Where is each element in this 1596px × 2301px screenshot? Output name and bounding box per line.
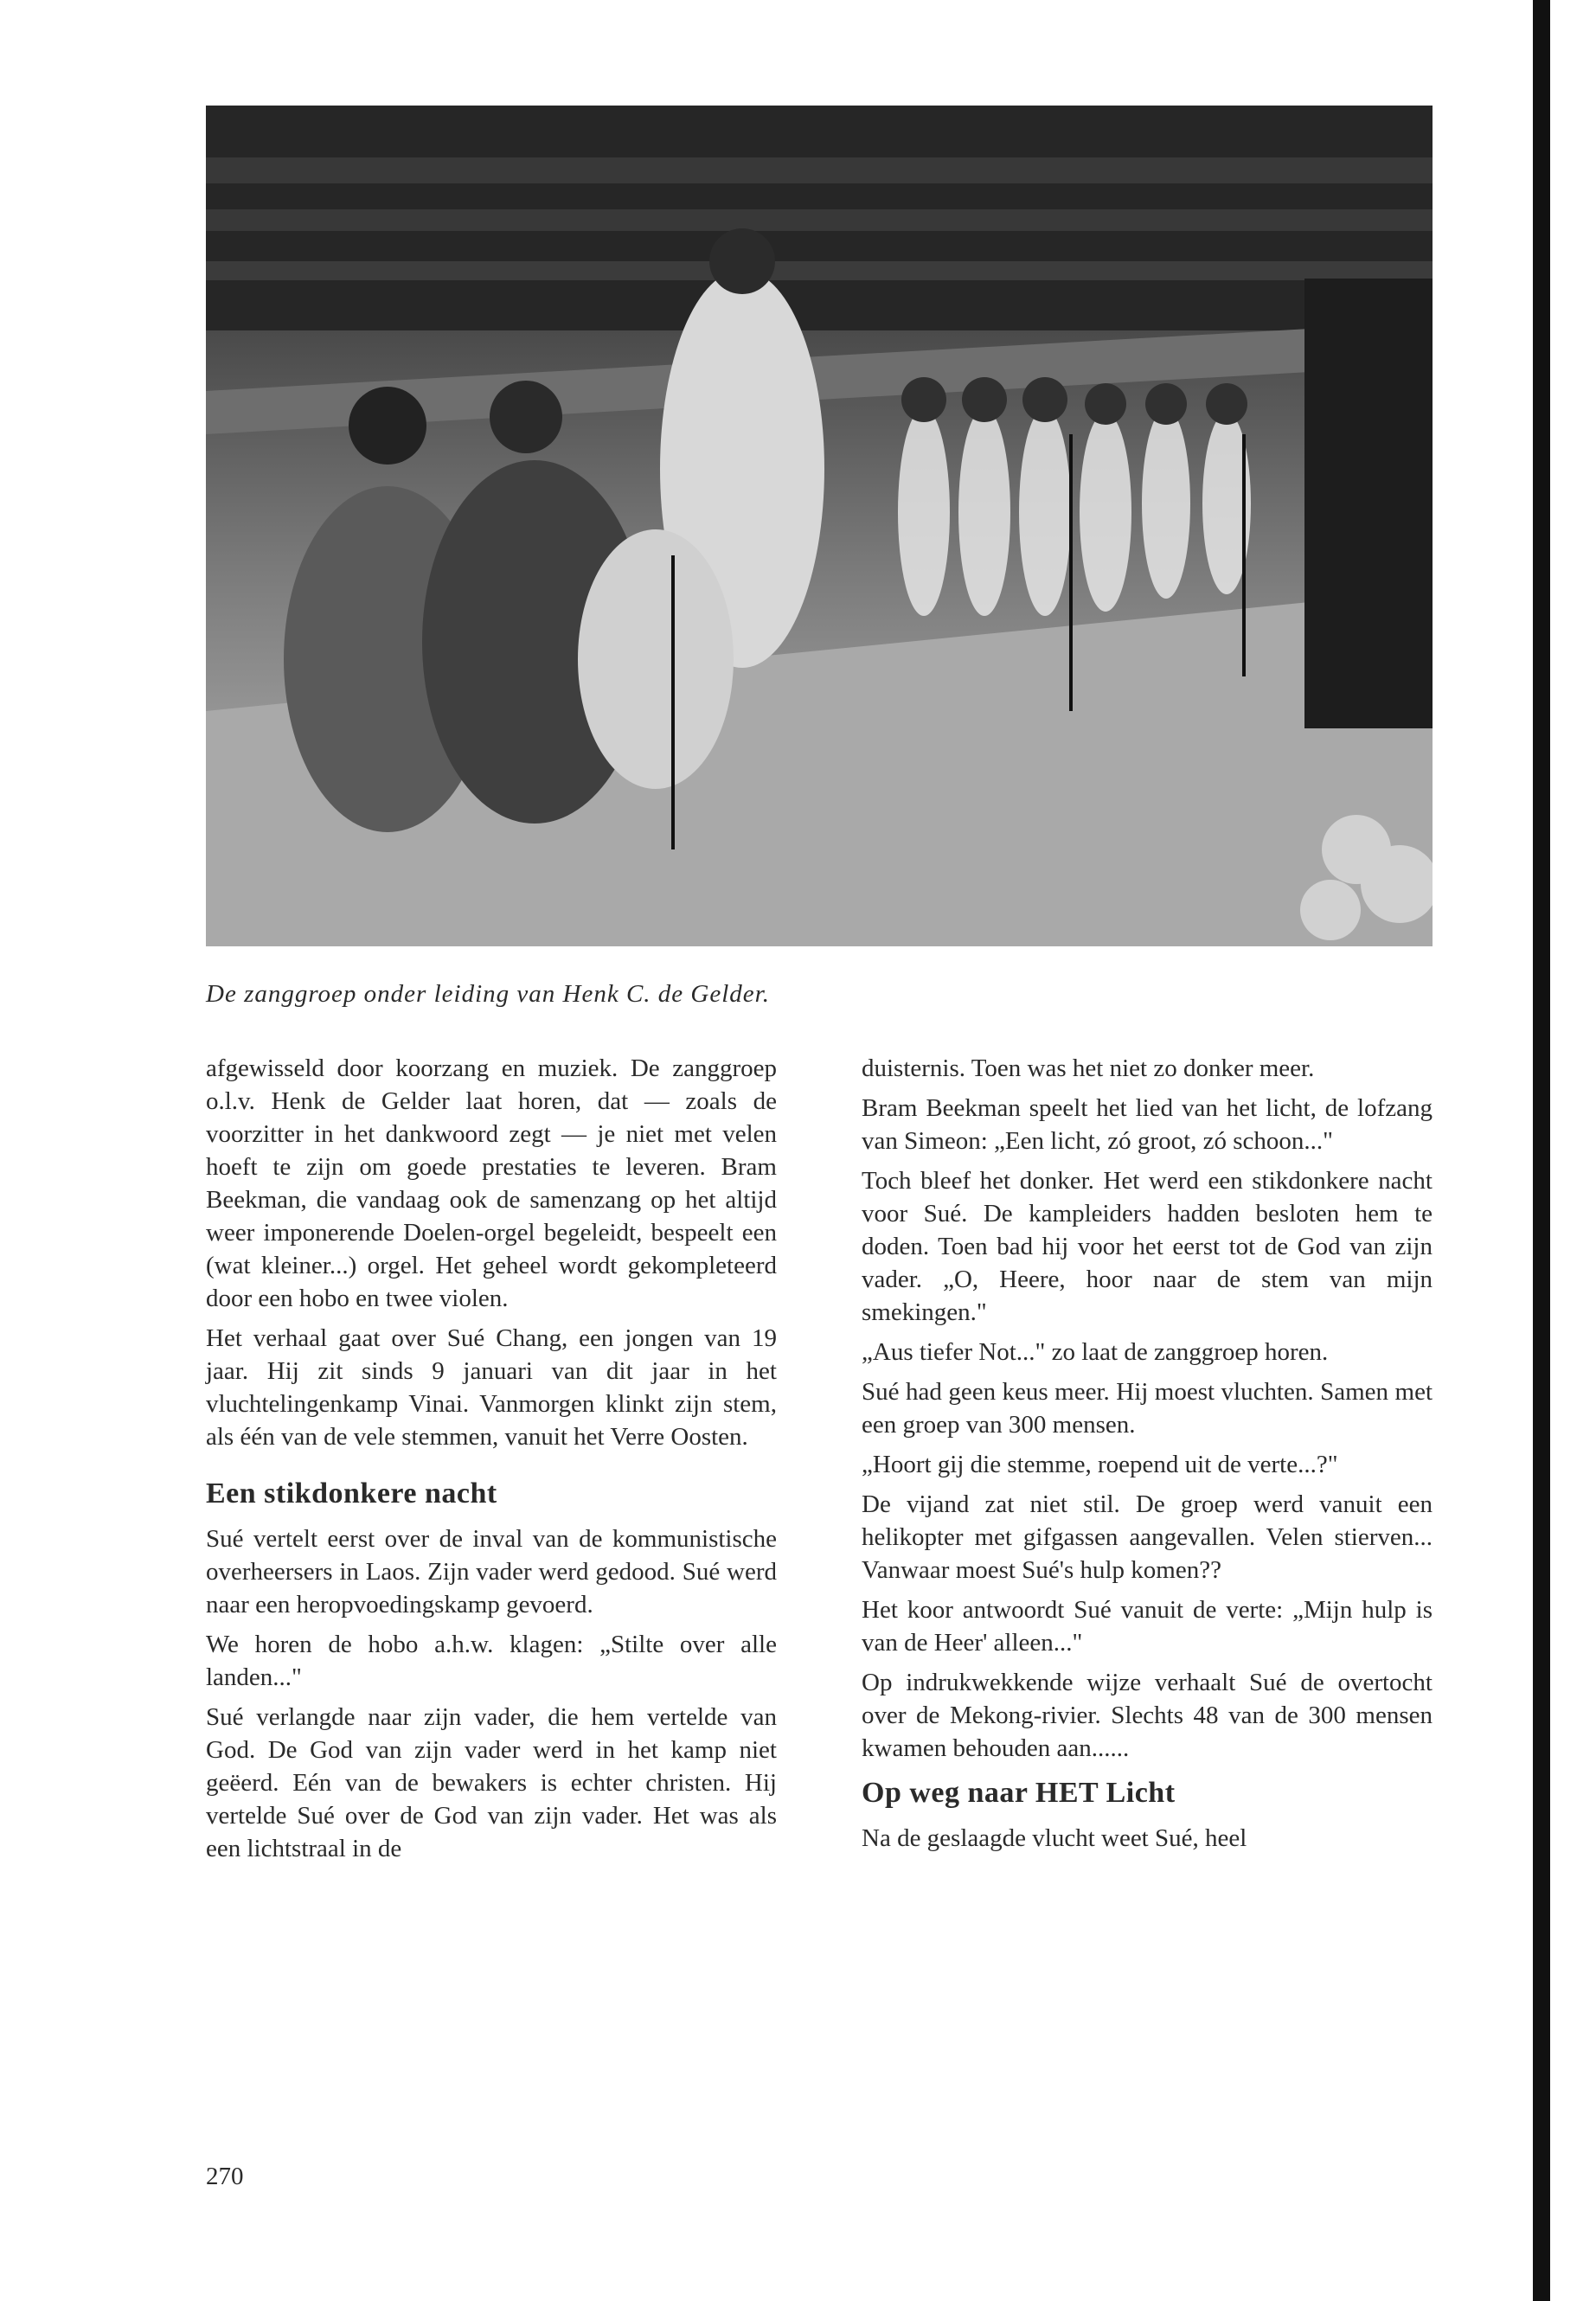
concert-photo-illustration bbox=[206, 106, 1433, 946]
paragraph: Sué had geen keus meer. Hij moest vluchten. Samen met een groep van 300 mensen. bbox=[862, 1378, 1433, 1439]
page-number: 270 bbox=[206, 2163, 244, 2190]
paragraph: Na de geslaagde vlucht weet Sué, heel bbox=[862, 1824, 1247, 1852]
paragraph: afgewisseld door koorzang en muziek. De zanggroep o.l.v. Henk de Gelder laat horen, dat — zoals de voorzitter in het dankwoord zegt — je niet met velen hoeft te zijn om goede prestaties te leveren. Bram Beekman, die vandaag ook de samenzang op het altijd weer imponerende Doelen-orgel begeleidt, bespeelt een (wat kleiner...) orgel. Het geheel wordt gekompleteerd door een hobo en twee violen. bbox=[206, 1054, 777, 1312]
paragraph: duisternis. Toen was het niet zo donker meer. bbox=[862, 1054, 1315, 1082]
photo-caption: De zanggroep onder leiding van Henk C. de Gelder. bbox=[206, 980, 770, 1008]
paragraph: „Hoort gij die stemme, roepend uit de verte...?" bbox=[862, 1451, 1338, 1478]
left-column bbox=[206, 1052, 777, 1872]
section-heading: Op weg naar HET Licht bbox=[862, 1777, 1176, 1809]
paragraph: Bram Beekman speelt het lied van het licht, de lofzang van Simeon: „Een licht, zó groot, zó schoon..." bbox=[862, 1094, 1433, 1155]
concert-photo bbox=[206, 106, 1433, 946]
paragraph: Op indrukwekkende wijze verhaalt Sué de overtocht over de Mekong-rivier. Slechts 48 van de 300 mensen kwamen behouden aan...... bbox=[862, 1669, 1433, 1762]
right-column bbox=[862, 1052, 1433, 1862]
paragraph: „Aus tiefer Not..." zo laat de zanggroep horen. bbox=[862, 1338, 1329, 1366]
paragraph: Toch bleef het donker. Het werd een stikdonkere nacht voor Sué. De kampleiders hadden besloten hem te doden. Toen bad hij voor het eerst tot de God van zijn vader. „O, Heere, hoor naar de stem van mijn smekingen." bbox=[862, 1167, 1433, 1326]
paragraph: Sué verlangde naar zijn vader, die hem vertelde van God. De God van zijn vader werd in het kamp niet geëerd. Eén van de bewakers is echter christen. Hij vertelde Sué over de God van zijn vader. Het was als een lichtstraal in de bbox=[206, 1703, 777, 1862]
section-heading: Een stikdonkere nacht bbox=[206, 1477, 497, 1509]
paragraph: Het koor antwoordt Sué vanuit de verte: „Mijn hulp is van de Heer' alleen..." bbox=[862, 1596, 1433, 1657]
paragraph: We horen de hobo a.h.w. klagen: „Stilte over alle landen..." bbox=[206, 1631, 777, 1691]
paragraph: Sué vertelt eerst over de inval van de kommunistische overheersers in Laos. Zijn vader werd gedood. Sué werd naar een heropvoedingskamp gevoerd. bbox=[206, 1525, 777, 1618]
page-edge-bar bbox=[1533, 0, 1550, 2301]
paragraph: De vijand zat niet stil. De groep werd vanuit een helikopter met gifgassen aangevallen. Velen stierven... Vanwaar moest Sué's hulp komen?? bbox=[862, 1490, 1433, 1584]
paragraph: Het verhaal gaat over Sué Chang, een jongen van 19 jaar. Hij zit sinds 9 januari van dit jaar in het vluchtelingenkamp Vinai. Vanmorgen klinkt zijn stem, als één van de vele stemmen, vanuit het Verre Oosten. bbox=[206, 1324, 777, 1451]
